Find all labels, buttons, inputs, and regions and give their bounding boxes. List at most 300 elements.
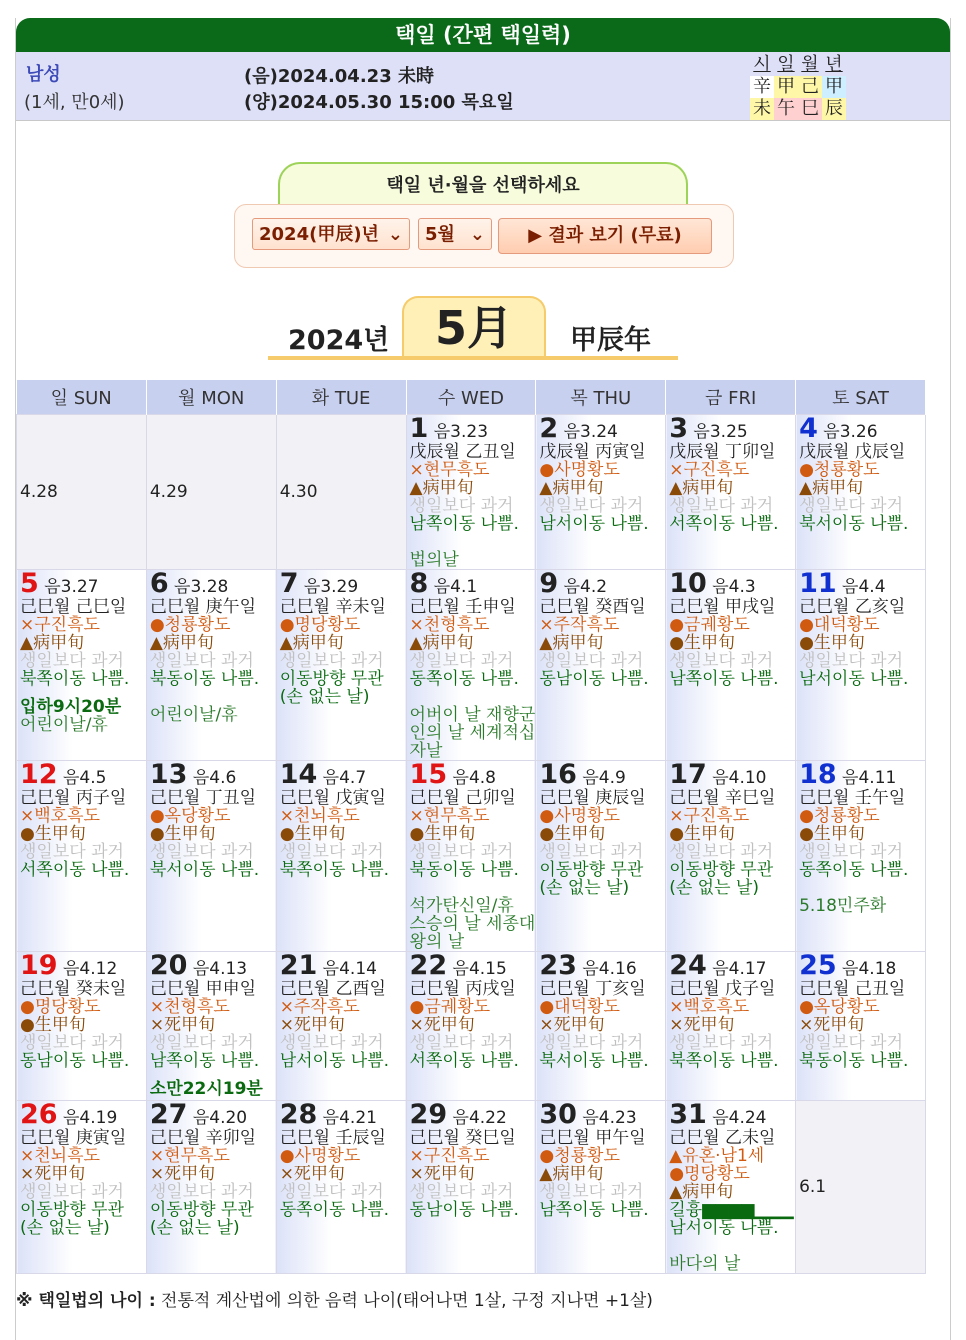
pillar-header: 년 bbox=[825, 54, 843, 75]
day-direction: 남쪽이동 나쁨. bbox=[539, 1200, 649, 1220]
four-pillars bbox=[750, 54, 846, 120]
day-holiday: 어버이 날 재향군인의 날 세계적십자날 bbox=[409, 705, 536, 761]
day-gapsun: ▲病甲旬 bbox=[409, 633, 474, 653]
calendar-day-cell[interactable] bbox=[146, 1101, 276, 1274]
day-number: 16 bbox=[539, 760, 577, 790]
weekday-header: 금 FRI bbox=[666, 380, 796, 415]
day-number: 7 bbox=[279, 569, 299, 599]
day-gapsun: ×死甲旬 bbox=[409, 1015, 475, 1035]
day-ganji: 己巳월 辛未일 bbox=[279, 597, 386, 617]
day-direction: 북동이동 나쁨. bbox=[799, 1051, 909, 1071]
day-omen: ●옥당황도 bbox=[149, 806, 231, 826]
calendar-day-cell[interactable] bbox=[406, 570, 536, 761]
day-number: 6 bbox=[149, 569, 169, 599]
day-number: 22 bbox=[409, 951, 448, 981]
day-header bbox=[410, 952, 536, 980]
day-omen: ×현무흑도 bbox=[149, 1146, 230, 1166]
day-header bbox=[150, 952, 276, 980]
month-select[interactable] bbox=[418, 218, 492, 250]
calendar-day-cell[interactable] bbox=[276, 1101, 406, 1274]
day-omen: ●명당황도 bbox=[279, 615, 361, 635]
day-omen: ●명당황도 bbox=[20, 997, 101, 1017]
day-omen: ●옥당황도 bbox=[799, 997, 880, 1017]
day-omen: ●금궤황도 bbox=[669, 615, 750, 635]
day-number: 14 bbox=[279, 760, 318, 790]
solar-term: 소만22시19분 bbox=[149, 1079, 263, 1099]
day-note: 생일보다 과거 bbox=[279, 651, 384, 671]
day-header bbox=[799, 761, 925, 789]
weekday-header: 목 THU bbox=[536, 380, 666, 415]
day-ganji: 己巳월 壬午일 bbox=[799, 788, 906, 808]
day-holiday: 어린이날/휴 bbox=[149, 705, 238, 725]
day-gapsun: ×死甲旬 bbox=[149, 1164, 216, 1184]
day-direction: 동남이동 나쁨. bbox=[20, 1051, 130, 1071]
calendar-day-cell[interactable] bbox=[666, 415, 796, 570]
lunar-date: 음4.20 bbox=[192, 1108, 248, 1128]
day-gapsun: ▲病甲旬 bbox=[799, 478, 864, 498]
day-header bbox=[410, 1101, 536, 1129]
year-select[interactable] bbox=[252, 218, 410, 250]
day-direction: 동남이동 나쁨. bbox=[539, 669, 649, 689]
day-holiday: 5.18민주화 bbox=[799, 896, 887, 916]
lunar-date: 음4.6 bbox=[192, 768, 237, 788]
day-omen: ●청룡황도 bbox=[539, 1146, 620, 1166]
day-header bbox=[410, 761, 536, 789]
calendar-day-cell[interactable] bbox=[666, 952, 796, 1101]
day-ganji: 己巳월 庚寅일 bbox=[20, 1128, 127, 1148]
day-header bbox=[539, 1101, 665, 1129]
calendar-day-cell[interactable] bbox=[276, 570, 406, 761]
day-note: 생일보다 과거 bbox=[799, 842, 903, 862]
day-gapsun: ×死甲旬 bbox=[20, 1164, 86, 1184]
day-ganji: 己巳월 乙亥일 bbox=[799, 597, 906, 617]
day-gapsun: ▲病甲旬 bbox=[409, 478, 474, 498]
lunar-date: 음4.22 bbox=[452, 1108, 507, 1128]
day-ganji: 己巳월 乙酉일 bbox=[279, 979, 386, 999]
day-omen: ×구진흑도 bbox=[669, 460, 750, 480]
day-note: 생일보다 과거 bbox=[149, 842, 254, 862]
lunar-date: 음4.17 bbox=[712, 959, 767, 979]
day-direction: 이동방향 무관 (손 없는 날) bbox=[149, 1200, 254, 1238]
day-omen: ×천형흑도 bbox=[149, 997, 230, 1017]
day-omen: ●대덕황도 bbox=[799, 615, 880, 635]
day-direction: 동남이동 나쁨. bbox=[409, 1200, 519, 1220]
day-header bbox=[150, 1101, 276, 1129]
day-number: 9 bbox=[539, 569, 559, 599]
day-number: 12 bbox=[20, 760, 58, 790]
day-note: 생일보다 과거 bbox=[799, 651, 903, 671]
pillar-branch: 未 bbox=[750, 98, 774, 120]
lunar-date: 음3.24 bbox=[563, 422, 618, 442]
day-header bbox=[20, 761, 146, 789]
lunar-date: 음3.26 bbox=[823, 422, 878, 442]
day-gapsun: ×死甲旬 bbox=[279, 1015, 345, 1035]
day-number: 17 bbox=[669, 760, 707, 790]
day-omen: ×천형흑도 bbox=[409, 615, 490, 635]
day-gapsun: ●生甲旬 bbox=[669, 633, 736, 653]
heading-underline bbox=[268, 356, 678, 360]
calendar-day-cell[interactable] bbox=[536, 570, 666, 761]
day-gapsun: ●生甲旬 bbox=[20, 1015, 86, 1035]
day-direction: 동쪽이동 나쁨. bbox=[409, 669, 519, 689]
day-number: 24 bbox=[669, 951, 707, 981]
day-header bbox=[669, 761, 795, 789]
day-direction: 이동방향 무관 (손 없는 날) bbox=[20, 1200, 124, 1238]
footer-label: ※ 택일법의 나이 : bbox=[16, 1291, 156, 1311]
calendar-day-cell[interactable] bbox=[276, 761, 406, 952]
calendar-day-cell[interactable] bbox=[666, 761, 796, 952]
day-gapsun: ▲病甲旬 bbox=[669, 478, 734, 498]
heading-month: 5月 bbox=[402, 296, 546, 358]
day-note: 생일보다 과거 bbox=[20, 842, 124, 862]
calendar-cell-outside[interactable] bbox=[17, 415, 147, 570]
calendar-day-cell[interactable] bbox=[796, 415, 926, 570]
pillar-header: 시 bbox=[753, 54, 771, 75]
day-direction: 동쪽이동 나쁨. bbox=[279, 1200, 390, 1220]
calendar-day-cell[interactable] bbox=[406, 952, 536, 1101]
day-ganji: 己巳월 辛巳일 bbox=[669, 788, 776, 808]
day-ganji: 己巳월 辛卯일 bbox=[149, 1128, 257, 1148]
day-ganji: 己巳월 癸未일 bbox=[20, 979, 127, 999]
day-header bbox=[20, 952, 146, 980]
day-omen: ×주작흑도 bbox=[539, 615, 620, 635]
lunar-date: 음4.12 bbox=[62, 959, 118, 979]
day-header bbox=[20, 570, 146, 598]
day-header bbox=[280, 761, 406, 789]
calendar-day-cell[interactable] bbox=[276, 952, 406, 1101]
day-number: 20 bbox=[149, 951, 188, 981]
day-header bbox=[799, 415, 925, 443]
calendar-day-cell[interactable] bbox=[406, 415, 536, 570]
day-omen: ×천뇌흑도 bbox=[20, 1146, 100, 1166]
day-holiday: 석가탄신일/휴 스승의 날 세종대왕의 날 bbox=[409, 896, 536, 952]
day-omen: ●사명황도 bbox=[279, 1146, 361, 1166]
day-number: 4 bbox=[799, 414, 818, 444]
day-ganji: 己巳월 甲戌일 bbox=[669, 597, 776, 617]
day-header bbox=[410, 570, 536, 598]
day-note: 길흉▆▆▆▆▁▁▁ bbox=[669, 1200, 794, 1220]
calendar-table bbox=[16, 380, 926, 1274]
day-omen: ●사명황도 bbox=[539, 460, 620, 480]
year-select-value: 2024(甲辰)년 bbox=[259, 224, 379, 245]
lunar-date: (음)2024.04.23 未時 bbox=[244, 66, 434, 87]
day-number: 3 bbox=[669, 414, 689, 444]
calendar-day-cell[interactable] bbox=[17, 952, 147, 1101]
day-gapsun: ●生甲旬 bbox=[799, 633, 865, 653]
lunar-date: 음4.1 bbox=[433, 577, 478, 597]
day-omen: ×주작흑도 bbox=[279, 997, 360, 1017]
day-note: 생일보다 과거 bbox=[799, 1033, 903, 1053]
day-gapsun: ▲病甲旬 bbox=[149, 633, 214, 653]
day-omen: ×천뇌흑도 bbox=[279, 806, 360, 826]
day-note: 생일보다 과거 bbox=[669, 496, 774, 516]
calendar-cell-outside[interactable] bbox=[146, 415, 276, 570]
day-note: 생일보다 과거 bbox=[409, 842, 514, 862]
day-gapsun: ▲病甲旬 bbox=[539, 478, 604, 498]
day-header bbox=[539, 952, 665, 980]
solar-term: 입하9시20분 bbox=[20, 697, 122, 717]
calendar-day-cell[interactable] bbox=[17, 761, 147, 952]
day-direction: 남쪽이동 나쁨. bbox=[149, 1051, 260, 1071]
day-ganji: 己巳월 丁亥일 bbox=[539, 979, 646, 999]
day-header bbox=[669, 952, 795, 980]
day-holiday: 어린이날/휴 bbox=[20, 715, 108, 735]
lunar-date: 음4.16 bbox=[582, 959, 637, 979]
calendar-day-cell[interactable] bbox=[406, 761, 536, 952]
pillar-stem: 己 bbox=[798, 76, 822, 98]
day-ganji: 戊辰월 丙寅일 bbox=[539, 442, 646, 462]
day-gapsun: ▲病甲旬 bbox=[669, 1182, 734, 1202]
calendar-day-cell[interactable] bbox=[666, 1101, 796, 1274]
lunar-date: 음4.23 bbox=[582, 1108, 637, 1128]
day-omen: ×구진흑도 bbox=[409, 1146, 490, 1166]
day-number: 21 bbox=[279, 951, 318, 981]
calendar-week bbox=[17, 415, 926, 570]
footer-text: 전통적 계산법에 의한 음력 나이(태어나면 1살, 구정 지나면 +1살) bbox=[161, 1291, 653, 1311]
day-note: 생일보다 과거 bbox=[149, 1033, 254, 1053]
calendar-day-cell[interactable] bbox=[796, 952, 926, 1101]
day-number: 8 bbox=[409, 569, 429, 599]
day-gapsun: ●生甲旬 bbox=[149, 824, 216, 844]
calendar-day-cell[interactable] bbox=[406, 1101, 536, 1274]
lunar-date: 음4.24 bbox=[712, 1108, 767, 1128]
lunar-date: 음3.28 bbox=[174, 577, 229, 597]
day-note: 생일보다 과거 bbox=[20, 1182, 124, 1202]
day-gapsun: ●生甲旬 bbox=[409, 824, 476, 844]
calendar-day-cell[interactable] bbox=[146, 570, 276, 761]
calendar-day-cell[interactable] bbox=[536, 1101, 666, 1274]
day-number: 2 bbox=[539, 414, 559, 444]
day-omen: ×구진흑도 bbox=[20, 615, 100, 635]
chevron-down-icon: ⌄ bbox=[387, 224, 403, 245]
day-header bbox=[669, 415, 795, 443]
day-number: 23 bbox=[539, 951, 577, 981]
day-gapsun: ●生甲旬 bbox=[20, 824, 86, 844]
day-gapsun: ▲病甲旬 bbox=[539, 1164, 604, 1184]
day-omen: ●청룡황도 bbox=[799, 806, 880, 826]
day-omen: ×백호흑도 bbox=[20, 806, 100, 826]
day-note: 생일보다 과거 bbox=[20, 1033, 124, 1053]
day-number: 29 bbox=[409, 1100, 448, 1130]
weekday-header: 화 TUE bbox=[276, 380, 406, 415]
day-number: 15 bbox=[409, 760, 448, 790]
day-direction: 서쪽이동 나쁨. bbox=[669, 514, 779, 534]
day-ganji: 己巳월 甲申일 bbox=[149, 979, 257, 999]
pillar-branch: 辰 bbox=[822, 98, 846, 120]
day-omen: ●청룡황도 bbox=[799, 460, 880, 480]
solar-date: (양)2024.05.30 15:00 목요일 bbox=[244, 92, 514, 113]
day-note: 생일보다 과거 bbox=[539, 496, 644, 516]
calendar-day-cell[interactable] bbox=[146, 761, 276, 952]
weekday-header: 수 WED bbox=[406, 380, 536, 415]
lunar-date: 음4.21 bbox=[322, 1108, 377, 1128]
day-number: 27 bbox=[149, 1100, 188, 1130]
day-ganji: 戊辰월 戊辰일 bbox=[799, 442, 906, 462]
day-gapsun: ×死甲旬 bbox=[799, 1015, 865, 1035]
day-number: 5 bbox=[20, 569, 39, 599]
day-gapsun: ●生甲旬 bbox=[799, 824, 865, 844]
day-note: 생일보다 과거 bbox=[279, 1033, 384, 1053]
calendar-day-cell[interactable] bbox=[536, 415, 666, 570]
day-note: 생일보다 과거 bbox=[539, 842, 644, 862]
lunar-date: 음4.13 bbox=[192, 959, 248, 979]
lunar-date: 음3.25 bbox=[693, 422, 748, 442]
day-note: 생일보다 과거 bbox=[409, 496, 514, 516]
day-note: 생일보다 과거 bbox=[539, 651, 644, 671]
calendar-day-cell[interactable] bbox=[796, 761, 926, 952]
day-ganji: 己巳월 丁丑일 bbox=[149, 788, 257, 808]
day-ganji: 己巳월 壬申일 bbox=[409, 597, 516, 617]
day-header bbox=[799, 570, 925, 598]
calendar-week bbox=[17, 570, 926, 761]
calendar-cell-outside[interactable] bbox=[276, 415, 406, 570]
day-ganji: 己巳월 戊子일 bbox=[669, 979, 776, 999]
weekday-header: 토 SAT bbox=[796, 380, 926, 415]
day-header bbox=[799, 952, 925, 980]
day-omen: ●대덕황도 bbox=[539, 997, 620, 1017]
select-prompt: 택일 년·월을 선택하세요 bbox=[278, 162, 688, 208]
calendar-day-cell[interactable] bbox=[666, 570, 796, 761]
day-ganji: 戊辰월 乙丑일 bbox=[409, 442, 516, 462]
day-header bbox=[150, 761, 276, 789]
day-direction: 동쪽이동 나쁨. bbox=[799, 860, 909, 880]
day-direction: 남서이동 나쁨. bbox=[669, 1218, 779, 1238]
calendar-day-cell[interactable] bbox=[17, 570, 147, 761]
day-ganji: 己巳월 丙子일 bbox=[20, 788, 127, 808]
day-gapsun: ×死甲旬 bbox=[279, 1164, 345, 1184]
day-ganji: 己巳월 乙未일 bbox=[669, 1128, 776, 1148]
day-note: 생일보다 과거 bbox=[799, 496, 903, 516]
day-note: 생일보다 과거 bbox=[149, 1182, 254, 1202]
day-direction: 북쪽이동 나쁨. bbox=[20, 669, 130, 689]
day-header bbox=[539, 570, 665, 598]
calendar-cell-outside[interactable] bbox=[796, 1101, 926, 1274]
calendar-day-cell[interactable] bbox=[536, 761, 666, 952]
day-number: 31 bbox=[669, 1100, 707, 1130]
day-number: 1 bbox=[409, 414, 429, 444]
day-direction: 서쪽이동 나쁨. bbox=[409, 1051, 519, 1071]
day-note: 생일보다 과거 bbox=[669, 1033, 774, 1053]
day-header bbox=[539, 761, 665, 789]
day-direction: 남서이동 나쁨. bbox=[799, 669, 909, 689]
day-gapsun: ×死甲旬 bbox=[149, 1015, 216, 1035]
day-direction: 남쪽이동 나쁨. bbox=[409, 514, 519, 534]
day-header bbox=[280, 1101, 406, 1129]
lunar-date: 음4.11 bbox=[842, 768, 897, 788]
day-header bbox=[280, 952, 406, 980]
day-direction: 서쪽이동 나쁨. bbox=[20, 860, 130, 880]
person-info bbox=[16, 52, 950, 121]
view-result-button[interactable] bbox=[498, 218, 712, 254]
calendar-day-cell[interactable] bbox=[536, 952, 666, 1101]
day-gapsun: ●生甲旬 bbox=[279, 824, 346, 844]
day-omen-2: ●명당황도 bbox=[669, 1164, 750, 1184]
day-ganji: 己巳월 庚午일 bbox=[149, 597, 257, 617]
day-number: 26 bbox=[20, 1100, 58, 1130]
outside-date: 6.1 bbox=[799, 1177, 827, 1197]
day-ganji: 己巳월 己巳일 bbox=[20, 597, 127, 617]
day-direction: 북서이동 나쁨. bbox=[539, 1051, 649, 1071]
lunar-date: 음4.5 bbox=[62, 768, 107, 788]
outside-date: 4.28 bbox=[20, 482, 58, 502]
pillar-branch: 午 bbox=[774, 98, 798, 120]
day-omen: ●청룡황도 bbox=[149, 615, 231, 635]
day-ganji: 己巳월 己丑일 bbox=[799, 979, 906, 999]
lunar-date: 음4.19 bbox=[62, 1108, 118, 1128]
lunar-date: 음4.8 bbox=[452, 768, 496, 788]
lunar-date: 음3.23 bbox=[433, 422, 489, 442]
day-omen: ▲유혼·남1세 bbox=[669, 1146, 765, 1166]
day-direction: 북서이동 나쁨. bbox=[799, 514, 909, 534]
day-direction: 북동이동 나쁨. bbox=[409, 860, 519, 880]
day-header bbox=[669, 1101, 795, 1129]
day-omen: ×현무흑도 bbox=[409, 806, 490, 826]
day-number: 28 bbox=[279, 1100, 318, 1130]
heading-ganji: 甲辰年 bbox=[570, 325, 651, 356]
calendar-week bbox=[17, 761, 926, 952]
outside-date: 4.29 bbox=[149, 482, 188, 502]
day-note: 생일보다 과거 bbox=[279, 1182, 384, 1202]
day-ganji: 己巳월 庚辰일 bbox=[539, 788, 646, 808]
day-ganji: 己巳월 丙戌일 bbox=[409, 979, 516, 999]
day-note: 생일보다 과거 bbox=[539, 1182, 644, 1202]
day-number: 18 bbox=[799, 760, 837, 790]
day-note: 생일보다 과거 bbox=[149, 651, 254, 671]
lunar-date: 음4.2 bbox=[563, 577, 608, 597]
day-header bbox=[410, 415, 536, 443]
day-number: 13 bbox=[149, 760, 188, 790]
calendar-day-cell[interactable] bbox=[796, 570, 926, 761]
pillar-branch: 巳 bbox=[798, 98, 822, 120]
lunar-date: 음3.27 bbox=[44, 577, 99, 597]
day-note: 생일보다 과거 bbox=[409, 1033, 514, 1053]
lunar-date: 음4.3 bbox=[712, 577, 756, 597]
age-label: (1세, 만0세) bbox=[24, 92, 125, 113]
day-gapsun: ●生甲旬 bbox=[669, 824, 736, 844]
day-ganji: 己巳월 甲午일 bbox=[539, 1128, 646, 1148]
day-note: 생일보다 과거 bbox=[20, 651, 124, 671]
lunar-date: 음3.29 bbox=[303, 577, 359, 597]
calendar-day-cell[interactable] bbox=[17, 1101, 147, 1274]
day-number: 25 bbox=[799, 951, 837, 981]
calendar-week bbox=[17, 952, 926, 1101]
day-note: 생일보다 과거 bbox=[279, 842, 384, 862]
day-ganji: 己巳월 壬辰일 bbox=[279, 1128, 386, 1148]
calendar-day-cell[interactable] bbox=[146, 952, 276, 1101]
day-direction: 남서이동 나쁨. bbox=[279, 1051, 390, 1071]
day-number: 19 bbox=[20, 951, 58, 981]
day-direction: 북쪽이동 나쁨. bbox=[669, 1051, 779, 1071]
day-gapsun: ▲病甲旬 bbox=[539, 633, 604, 653]
day-direction: 남쪽이동 나쁨. bbox=[669, 669, 779, 689]
view-result-label: 결과 보기 (무료) bbox=[548, 225, 682, 246]
lunar-date: 음4.9 bbox=[582, 768, 626, 788]
lunar-date: 음4.18 bbox=[842, 959, 897, 979]
day-gapsun: ▲病甲旬 bbox=[279, 633, 344, 653]
day-header bbox=[20, 1101, 146, 1129]
weekday-header: 월 MON bbox=[146, 380, 276, 415]
day-omen: ×현무흑도 bbox=[409, 460, 490, 480]
day-note: 생일보다 과거 bbox=[409, 1182, 514, 1202]
lunar-date: 음4.15 bbox=[452, 959, 507, 979]
day-number: 11 bbox=[799, 569, 837, 599]
day-gapsun: ×死甲旬 bbox=[539, 1015, 605, 1035]
day-omen: ●사명황도 bbox=[539, 806, 620, 826]
month-select-value: 5월 bbox=[425, 224, 455, 245]
day-holiday: 법의날 bbox=[409, 550, 459, 570]
play-icon: ▶ bbox=[528, 225, 543, 246]
day-ganji: 己巳월 戊寅일 bbox=[279, 788, 386, 808]
